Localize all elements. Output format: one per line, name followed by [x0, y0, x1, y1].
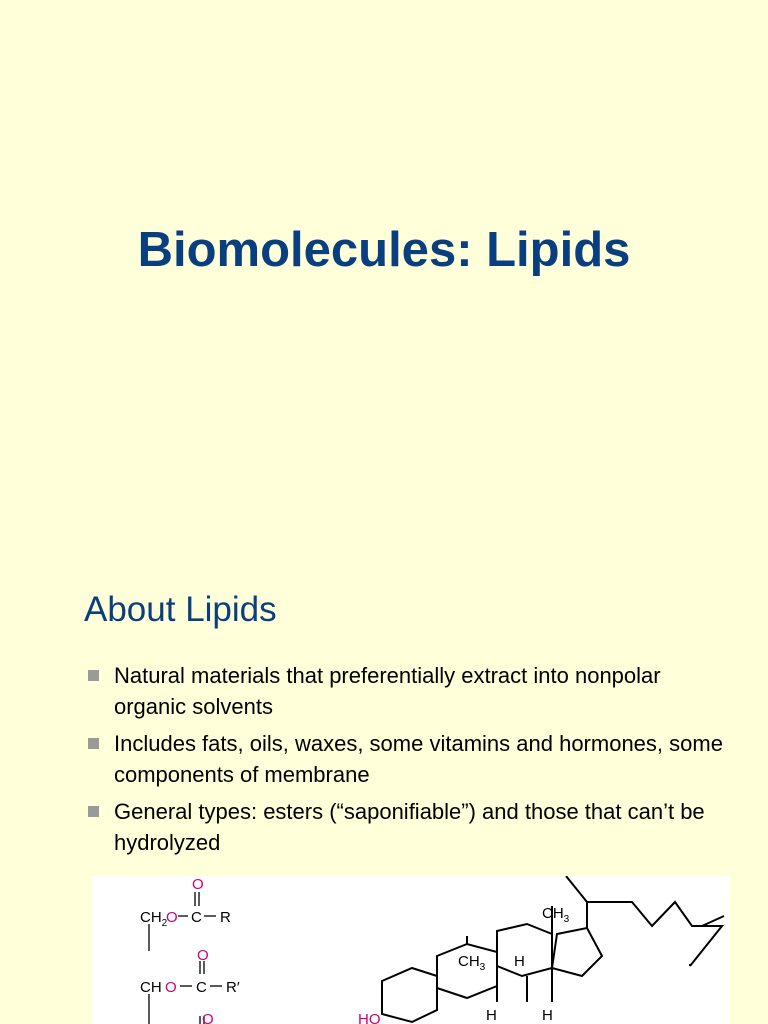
bullet-text: Includes fats, oils, waxes, some vitamins and hormones, some components of membrane	[114, 731, 723, 787]
hydrogen-label: H	[514, 953, 525, 970]
carbon-label: C	[196, 979, 207, 996]
about-lipids-slide	[0, 560, 768, 1024]
hydroxyl-label: HO	[358, 1011, 381, 1024]
r-group-label: R′	[226, 979, 240, 996]
structures-drawing	[92, 876, 730, 1024]
lipid-structures-figure	[92, 876, 730, 1024]
carbon-label: C	[191, 909, 202, 926]
cho-label: CH	[140, 979, 162, 996]
oxygen-label: O	[197, 947, 209, 964]
oxygen-label: O	[192, 876, 204, 893]
methyl-label: $CH_3$	[542, 905, 570, 925]
bullet-item	[84, 796, 724, 858]
bullet-item	[84, 660, 724, 722]
bullet-list	[84, 660, 724, 864]
methyl-label: $CH_3$	[458, 953, 486, 973]
hydrogen-label: H	[542, 1007, 553, 1024]
ch2-label: $CH_2$	[140, 909, 168, 929]
oxygen-label: O	[202, 1011, 214, 1024]
slide-title: Biomolecules: Lipids	[137, 223, 631, 277]
oxygen-label: O	[166, 909, 178, 926]
r-group-label: R	[220, 909, 231, 926]
bullet-item	[84, 728, 724, 790]
bullet-text: Natural materials that preferentially extract into nonpolar organic solvents	[114, 663, 661, 719]
steroid-structure	[382, 876, 724, 1022]
square-bullet-icon	[88, 806, 99, 817]
square-bullet-icon	[88, 670, 99, 681]
oxygen-label: O	[165, 979, 177, 996]
hydrogen-label: H	[486, 1007, 497, 1024]
slide-heading: About Lipids	[84, 590, 277, 629]
bullet-text: General types: esters (“saponifiable”) and those that can’t be hydrolyzed	[114, 799, 705, 855]
square-bullet-icon	[88, 738, 99, 749]
